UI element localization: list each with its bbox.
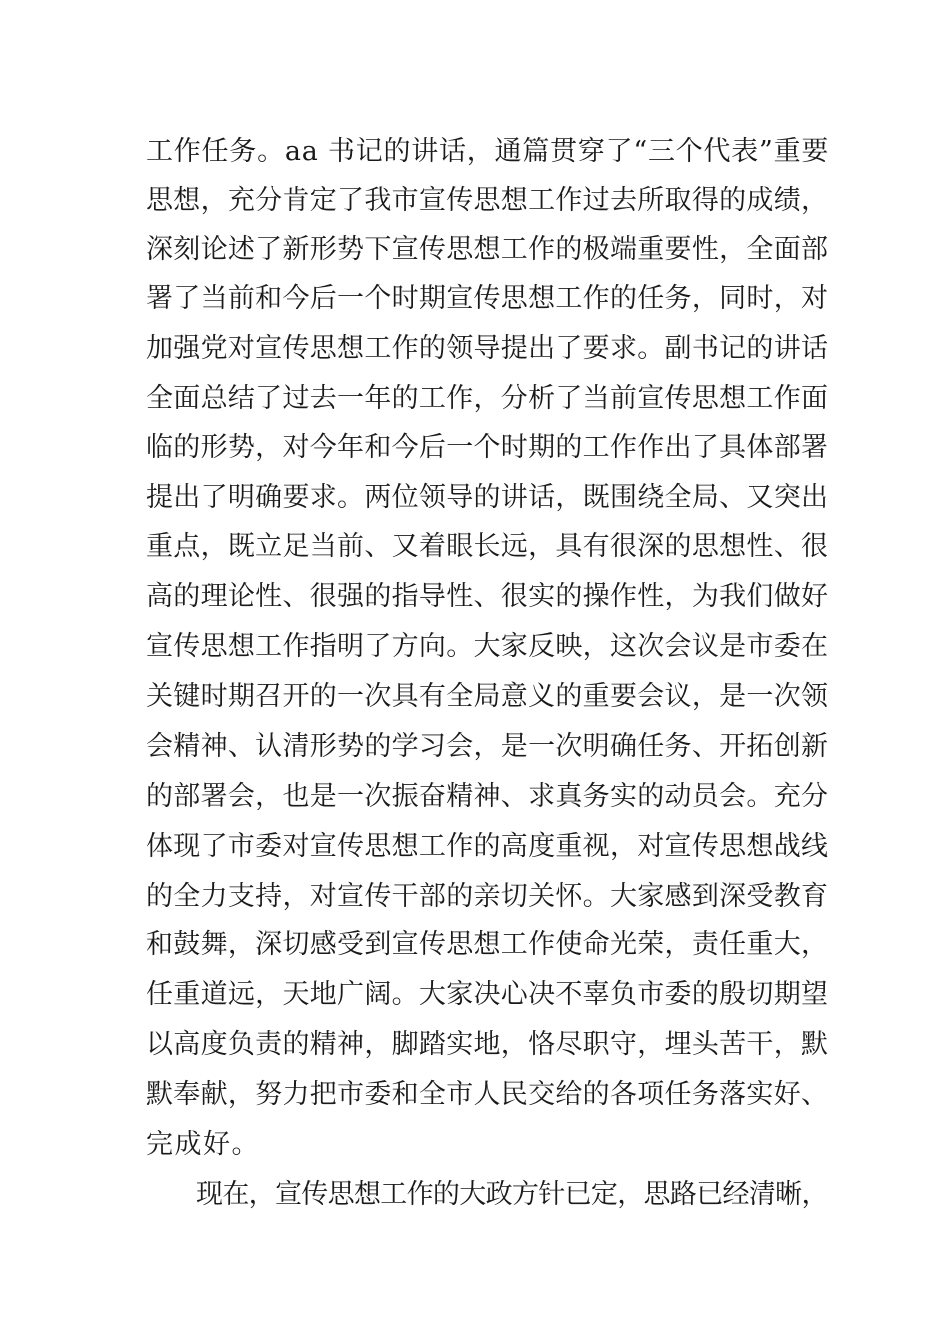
text-line: 的全力支持，对宣传干部的亲切关怀。大家感到深受教育 <box>146 881 829 912</box>
text-line: 的部署会，也是一次振奋精神、求真务实的动员会。充分 <box>146 781 829 812</box>
text-line: 完成好。 <box>146 1129 260 1160</box>
paragraph-first-line: 现在，宣传思想工作的大政方针已定，思路已经清晰， <box>196 1179 828 1210</box>
text-line: 重点，既立足当前、又着眼长远，具有很深的思想性、很 <box>146 531 829 562</box>
text-line: 体现了市委对宣传思想工作的高度重视，对宣传思想战线 <box>146 831 829 862</box>
text-line: 署了当前和今后一个时期宣传思想工作的任务，同时，对 <box>146 283 829 314</box>
text-line: 宣传思想工作指明了方向。大家反映，这次会议是市委在 <box>146 631 829 662</box>
text-line: 关键时期召开的一次具有全局意义的重要会议，是一次领 <box>146 681 829 712</box>
text-line: 会精神、认清形势的学习会，是一次明确任务、开拓创新 <box>146 731 829 762</box>
text-line: 思想，充分肯定了我市宣传思想工作过去所取得的成绩， <box>146 185 829 216</box>
text-line: 全面总结了过去一年的工作，分析了当前宣传思想工作面 <box>146 383 829 414</box>
text-line: 默奉献，努力把市委和全市人民交给的各项任务落实好、 <box>146 1079 829 1110</box>
text-line: 高的理论性、很强的指导性、很实的操作性，为我们做好 <box>146 581 829 612</box>
text-line: 提出了明确要求。两位领导的讲话，既围绕全局、又突出 <box>146 482 829 513</box>
text-line: 和鼓舞，深切感受到宣传思想工作使命光荣，责任重大， <box>146 929 829 960</box>
text-line: 以高度负责的精神，脚踏实地，恪尽职守，埋头苦干，默 <box>146 1029 829 1060</box>
text-line: 工作任务。aa 书记的讲话，通篇贯穿了“三个代表”重要 <box>146 136 830 167</box>
text-line: 深刻论述了新形势下宣传思想工作的极端重要性，全面部 <box>146 234 829 265</box>
text-line: 临的形势，对今年和今后一个时期的工作作出了具体部署 <box>146 432 829 463</box>
text-line: 任重道远，天地广阔。大家决心决不辜负市委的殷切期望 <box>146 979 829 1010</box>
text-line: 加强党对宣传思想工作的领导提出了要求。副书记的讲话 <box>146 333 829 364</box>
